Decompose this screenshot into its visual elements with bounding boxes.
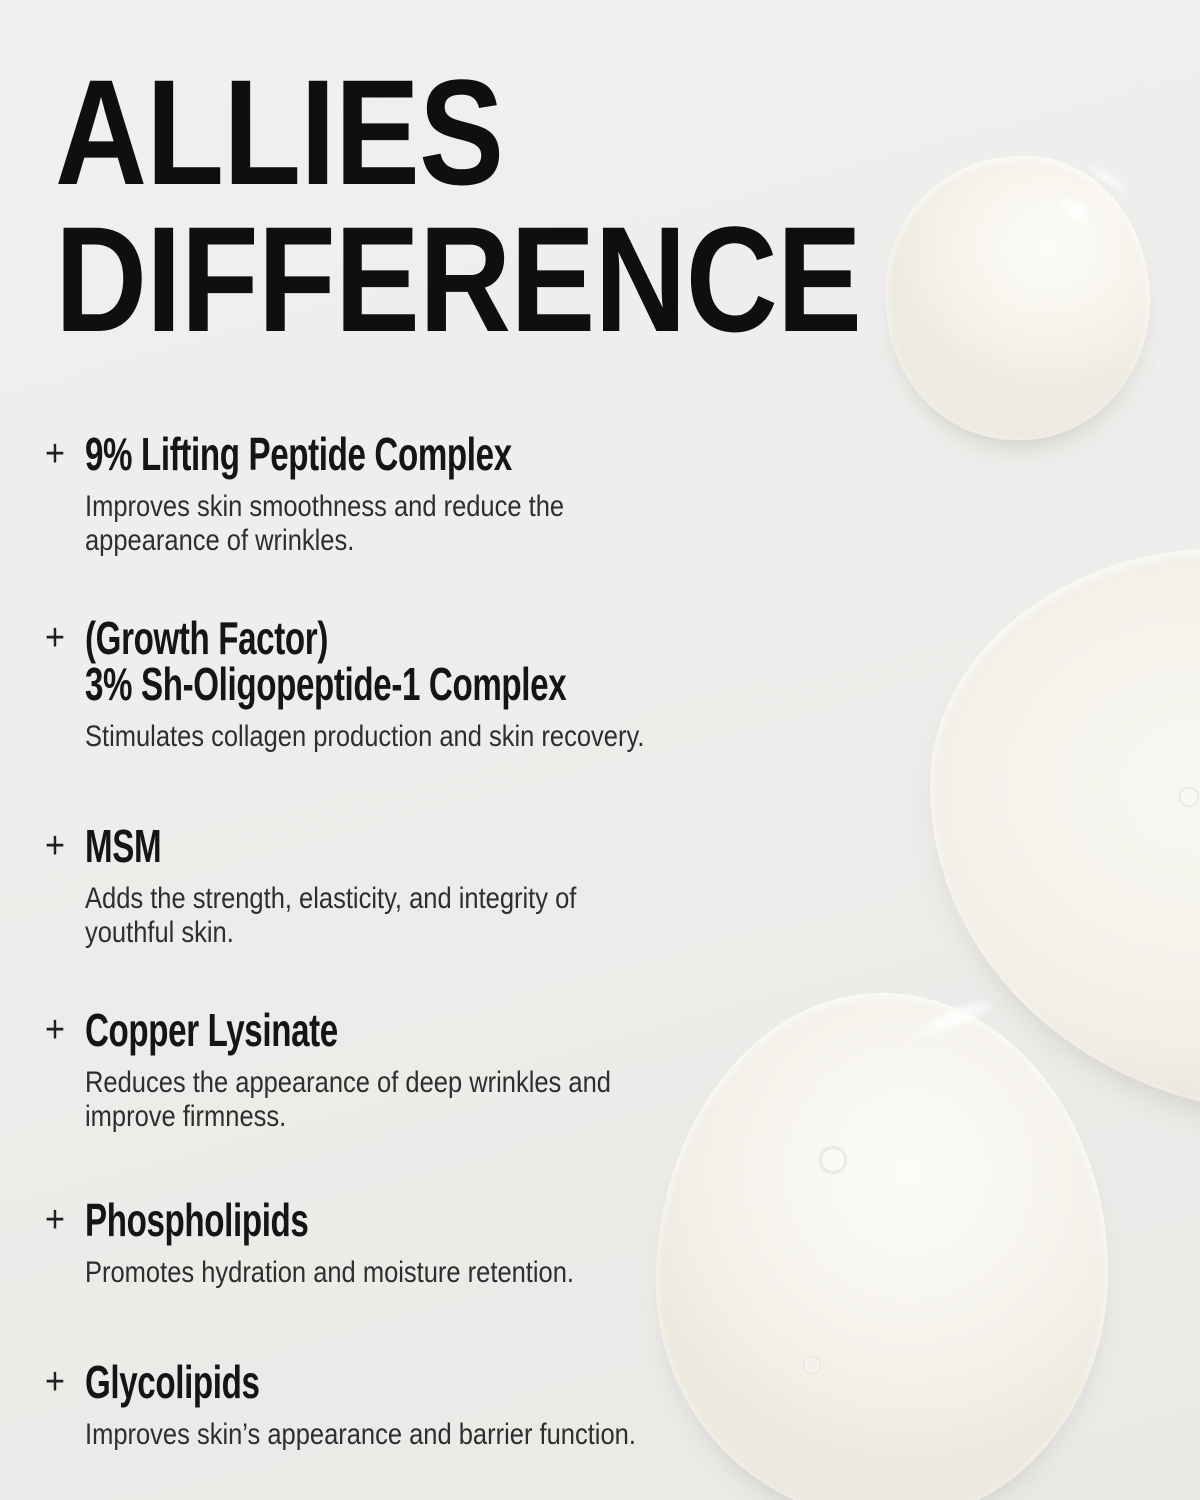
ingredient-description: Promotes hydration and moisture retention.	[85, 1256, 575, 1289]
droplet-highlight	[1050, 188, 1099, 234]
ingredient-name: Glycolipids	[85, 1356, 260, 1408]
ingredient-item-glycolipids	[45, 1356, 753, 1452]
ingredient-name: Phospholipids	[85, 1194, 309, 1246]
air-bubble	[802, 1355, 822, 1375]
ingredient-item-copper-lysinate	[45, 1004, 753, 1134]
ingredient-description: Improves skin’s appearance and barrier function.	[85, 1418, 636, 1451]
plus-icon: +	[45, 825, 65, 867]
air-bubble	[818, 1145, 848, 1175]
page-title-line1: ALLIES	[55, 48, 504, 216]
page-title	[55, 48, 1003, 363]
plus-icon: +	[45, 1199, 65, 1241]
ingredient-description: Stimulates collagen production and skin recovery.	[85, 720, 645, 753]
page-title-line2: DIFFERENCE	[55, 195, 862, 363]
ingredient-name: MSM	[85, 820, 162, 872]
ingredient-name: (Growth Factor) 3% Sh-Oligopeptide-1 Complex	[85, 612, 567, 710]
droplet-highlight	[1083, 158, 1136, 200]
plus-icon: +	[45, 1361, 65, 1403]
ingredient-item-growth-factor	[45, 612, 753, 754]
plus-icon: +	[45, 1009, 65, 1051]
plus-icon: +	[45, 433, 65, 475]
ingredient-name: 9% Lifting Peptide Complex	[85, 428, 512, 480]
ingredient-item-lifting-peptide	[45, 428, 753, 558]
droplet-highlight	[907, 991, 1001, 1048]
ingredient-list	[45, 428, 753, 1452]
air-bubble	[1178, 786, 1200, 808]
plus-icon: +	[45, 617, 65, 659]
ingredient-name: Copper Lysinate	[85, 1004, 338, 1056]
ingredient-description: Adds the strength, elasticity, and integrity of youthful skin.	[85, 882, 577, 949]
ingredient-item-phospholipids	[45, 1194, 753, 1290]
ingredient-item-msm	[45, 820, 753, 950]
ingredient-description: Improves skin smoothness and reduce the appearance of wrinkles.	[85, 490, 565, 557]
ingredient-description: Reduces the appearance of deep wrinkles and improve firmness.	[85, 1066, 611, 1133]
